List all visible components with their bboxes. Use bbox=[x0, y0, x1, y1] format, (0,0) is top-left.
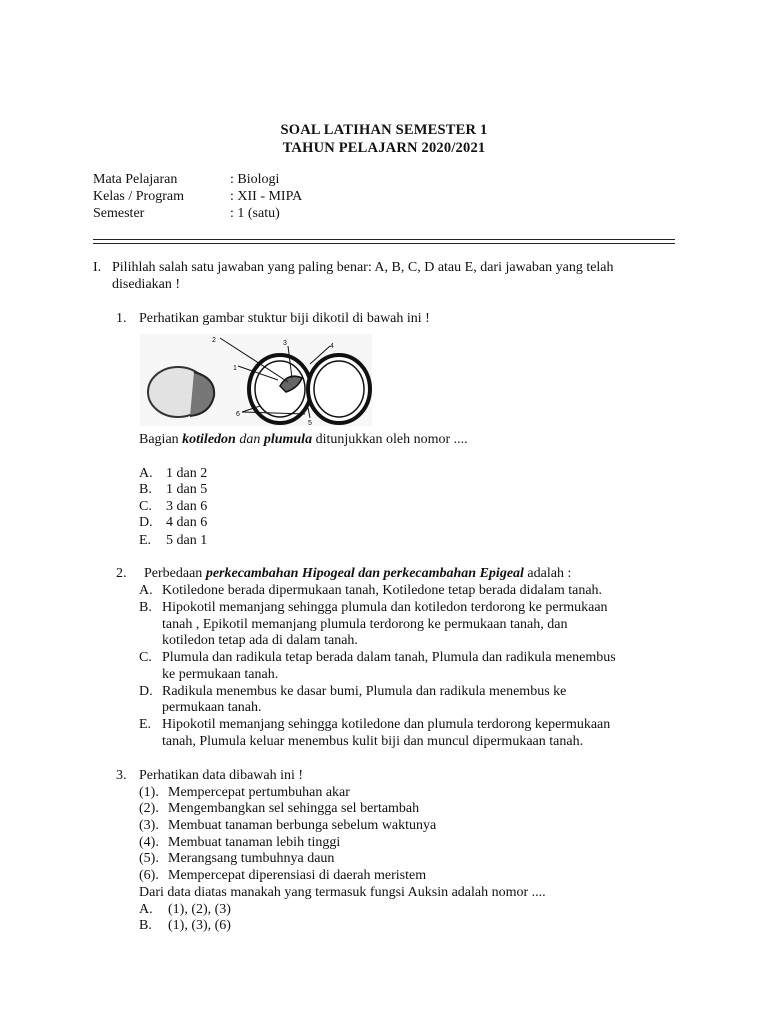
q2-option-e-line2: tanah, Plumula keluar menembus kulit biji dan muncul dipermukaan tanah. bbox=[162, 734, 584, 749]
q1-stem bbox=[139, 432, 468, 449]
meta-class-value: : XII - MIPA bbox=[230, 189, 303, 204]
q2-option-e-letter: E. bbox=[139, 717, 152, 732]
q1-option-b-letter: B. bbox=[139, 482, 152, 497]
q3-item-1-num: (1). bbox=[139, 785, 159, 800]
figure-label-6: 6 bbox=[236, 411, 240, 418]
figure-label-2: 2 bbox=[212, 337, 216, 344]
q2-option-c-letter: C. bbox=[139, 650, 152, 665]
section-numeral: I. bbox=[93, 260, 102, 275]
q1-number: 1. bbox=[116, 311, 127, 326]
q3-text: Perhatikan data dibawah ini ! bbox=[139, 768, 304, 783]
q1-option-e-text: 5 dan 1 bbox=[166, 533, 208, 548]
q3-item-1-text: Mempercepat pertumbuhan akar bbox=[168, 785, 350, 800]
q2-option-a-line1: Kotiledone berada dipermukaan tanah, Kotiledone tetap berada didalam tanah. bbox=[162, 583, 603, 598]
q1-stem-mid: dan bbox=[235, 432, 264, 447]
q1-stem-term-plumula: plumula bbox=[263, 432, 313, 447]
section-instruction-line2: disediakan ! bbox=[112, 277, 181, 292]
q2-option-b-line1: Hipokotil memanjang sehingga plumula dan kotiledon terdorong ke permukaan bbox=[162, 600, 608, 615]
figure-label-4: 4 bbox=[330, 343, 334, 350]
dicot-seed-figure bbox=[140, 334, 372, 426]
q1-option-b-text: 1 dan 5 bbox=[166, 482, 208, 497]
q2-option-b-line3: kotiledon tetap ada di dalam tanah. bbox=[162, 633, 358, 648]
q1-option-d-letter: D. bbox=[139, 515, 153, 530]
q2-option-e-line1: Hipokotil memanjang sehingga kotiledone dan plumula terdorong kepermukaan bbox=[162, 717, 611, 732]
q1-option-a-letter: A. bbox=[139, 466, 153, 481]
section-instruction-line1: Pilihlah salah satu jawaban yang paling benar: A, B, C, D atau E, dari jawaban yang telah bbox=[112, 260, 614, 275]
q3-item-6-text: Mempercepat diperensiasi di daerah meristem bbox=[168, 868, 427, 883]
q1-option-d-text: 4 dan 6 bbox=[166, 515, 208, 530]
q3-item-4-text: Membuat tanaman lebih tinggi bbox=[168, 835, 341, 850]
q3-option-a-text: (1), (2), (3) bbox=[168, 902, 231, 917]
q3-item-3-text: Membuat tanaman berbunga sebelum waktunya bbox=[168, 818, 437, 833]
q2-stem-term: perkecambahan Hipogeal dan perkecambahan Epigeal bbox=[205, 566, 524, 581]
figure-label-1: 1 bbox=[233, 365, 237, 372]
q2-option-b-letter: B. bbox=[139, 600, 152, 615]
q1-stem-suffix: ditunjukkan oleh nomor .... bbox=[312, 432, 468, 447]
q3-option-a-letter: A. bbox=[139, 902, 153, 917]
q2-number: 2. bbox=[116, 566, 127, 581]
q1-stem-term-kotiledon: kotiledon bbox=[182, 432, 236, 447]
q2-option-c-line1: Plumula dan radikula tetap berada dalam tanah, Plumula dan radikula menembus bbox=[162, 650, 616, 665]
meta-class-label: Kelas / Program bbox=[93, 189, 184, 204]
q2-stem bbox=[144, 566, 571, 583]
q2-option-d-line2: permukaan tanah. bbox=[162, 700, 262, 715]
exam-title: SOAL LATIHAN SEMESTER 1 bbox=[280, 122, 488, 138]
q3-option-b-text: (1), (3), (6) bbox=[168, 918, 231, 933]
meta-subject-value: : Biologi bbox=[230, 172, 280, 187]
q3-question: Dari data diatas manakah yang termasuk fungsi Auksin adalah nomor .... bbox=[139, 885, 546, 900]
double-rule-top bbox=[93, 239, 675, 240]
q3-item-5-num: (5). bbox=[139, 851, 159, 866]
q3-item-3-num: (3). bbox=[139, 818, 159, 833]
q2-option-b-line2: tanah , Epikotil memanjang plumula terdorong ke permukaan tanah, dan bbox=[162, 617, 568, 632]
q3-item-6-num: (6). bbox=[139, 868, 159, 883]
double-rule-bottom bbox=[93, 243, 675, 244]
q3-item-2-num: (2). bbox=[139, 801, 159, 816]
q2-stem-suffix: adalah : bbox=[523, 566, 572, 581]
q1-option-c-letter: C. bbox=[139, 499, 152, 514]
q1-option-a-text: 1 dan 2 bbox=[166, 466, 208, 481]
q2-option-d-letter: D. bbox=[139, 684, 153, 699]
figure-label-5: 5 bbox=[308, 420, 312, 426]
q2-stem-prefix: Perbedaan bbox=[144, 566, 206, 581]
q3-number: 3. bbox=[116, 768, 127, 783]
q3-item-5-text: Merangsang tumbuhnya daun bbox=[168, 851, 335, 866]
q2-option-a-letter: A. bbox=[139, 583, 153, 598]
q3-option-b-letter: B. bbox=[139, 918, 152, 933]
meta-subject-label: Mata Pelajaran bbox=[93, 172, 178, 187]
q3-item-2-text: Mengembangkan sel sehingga sel bertambah bbox=[168, 801, 420, 816]
q2-option-c-line2: ke permukaan tanah. bbox=[162, 667, 279, 682]
exam-year: TAHUN PELAJARN 2020/2021 bbox=[282, 140, 486, 156]
q1-text: Perhatikan gambar stuktur biji dikotil di bawah ini ! bbox=[139, 311, 430, 326]
q1-option-e-letter: E. bbox=[139, 533, 152, 548]
meta-semester-label: Semester bbox=[93, 206, 145, 221]
cotyledon-right-shape bbox=[308, 355, 370, 423]
meta-semester-value: : 1 (satu) bbox=[230, 206, 280, 221]
q1-stem-prefix: Bagian bbox=[139, 432, 183, 447]
q2-option-d-line1: Radikula menembus ke dasar bumi, Plumula dan radikula menembus ke bbox=[162, 684, 567, 699]
q1-option-c-text: 3 dan 6 bbox=[166, 499, 208, 514]
figure-label-3: 3 bbox=[283, 340, 287, 347]
q3-item-4-num: (4). bbox=[139, 835, 159, 850]
